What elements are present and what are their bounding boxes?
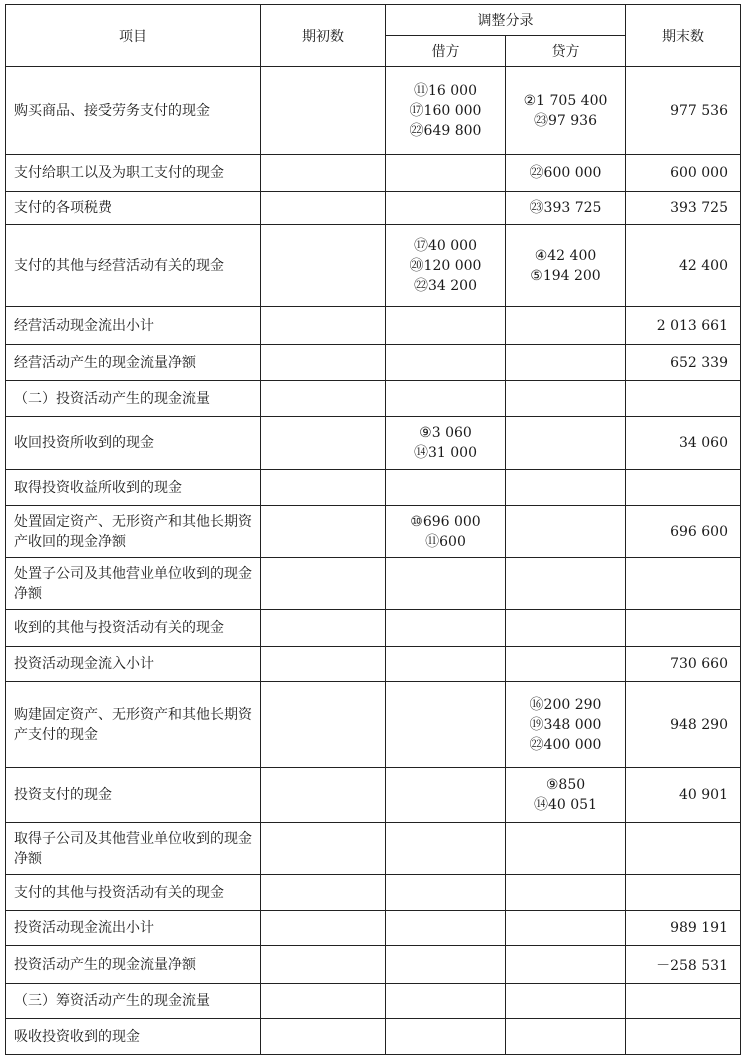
table-row [6,192,741,225]
debit-entry: ⑩696 000 [410,513,481,530]
row-item: 支付的其他与经营活动有关的现金 [6,225,261,307]
row-debit [386,875,506,911]
row-credit [506,768,626,823]
row-debit [386,911,506,946]
row-debit [386,192,506,225]
row-item: 取得子公司及其他营业单位收到的现金净额 [6,823,261,875]
row-opening [261,823,386,875]
row-opening [261,558,386,610]
cash-flow-adjustment-table [5,4,741,1055]
row-opening [261,307,386,345]
row-item: 取得投资收益所收到的现金 [6,470,261,506]
row-opening [261,768,386,823]
credit-entry: ㉒600 000 [529,165,602,181]
row-debit [386,558,506,610]
row-credit [506,417,626,470]
row-debit [386,417,506,470]
row-item: 投资活动现金流入小计 [6,647,261,682]
row-closing: 652 339 [626,345,741,381]
row-item: 支付的其他与投资活动有关的现金 [6,875,261,911]
table-row [6,307,741,345]
debit-entry: ⑨3 060 [419,425,472,441]
table-row [6,768,741,823]
header-opening: 期初数 [261,5,386,67]
table-row [6,67,741,155]
row-closing [626,558,741,610]
row-opening [261,647,386,682]
header-adjust: 调整分录 [386,5,626,36]
row-debit [386,345,506,381]
table-row [6,682,741,768]
row-closing [626,823,741,875]
header-debit: 借方 [386,36,506,67]
row-credit [506,381,626,417]
row-closing: 948 290 [626,682,741,768]
row-opening [261,225,386,307]
row-credit [506,682,626,768]
row-debit [386,67,506,155]
credit-entry: ②1 705 400 [523,92,608,109]
row-closing: －258 531 [626,946,741,984]
table-row [6,984,741,1019]
row-closing [626,1019,741,1055]
row-opening [261,1019,386,1055]
row-debit [386,946,506,984]
row-item: 收回投资所收到的现金 [6,417,261,470]
row-opening [261,984,386,1019]
row-debit [386,610,506,647]
row-debit [386,682,506,768]
row-opening [261,610,386,647]
row-closing [626,470,741,506]
row-item: （二）投资活动产生的现金流量 [6,381,261,417]
row-credit [506,946,626,984]
credit-entry: ④42 400 [534,247,597,264]
row-item: 支付的各项税费 [6,192,261,225]
row-credit [506,647,626,682]
table-row [6,225,741,307]
row-debit [386,155,506,192]
row-closing: 40 901 [626,768,741,823]
row-item: 处置子公司及其他营业单位收到的现金净额 [6,558,261,610]
debit-entry: ⑰40 000 [414,237,477,254]
row-debit [386,506,506,558]
row-credit [506,345,626,381]
row-credit [506,67,626,155]
row-closing [626,610,741,647]
row-opening [261,875,386,911]
credit-entry: ⑭40 051 [534,797,597,813]
table-row [6,345,741,381]
row-item: 经营活动现金流出小计 [6,307,261,345]
row-credit [506,875,626,911]
header-item: 项目 [6,5,261,67]
credit-entry: ㉒400 000 [529,736,602,753]
row-debit [386,225,506,307]
row-debit [386,307,506,345]
table-row [6,506,741,558]
row-credit [506,984,626,1019]
debit-entry: ⑭31 000 [414,445,477,461]
row-opening [261,506,386,558]
table-row [6,610,741,647]
row-item: 经营活动产生的现金流量净额 [6,345,261,381]
row-credit [506,225,626,307]
debit-entry: ⑰160 000 [409,102,482,119]
table-row [6,155,741,192]
row-item: 投资支付的现金 [6,768,261,823]
row-closing: 977 536 [626,67,741,155]
row-closing: 730 660 [626,647,741,682]
row-credit [506,558,626,610]
debit-entry: ⑪600 [425,533,466,550]
row-credit [506,1019,626,1055]
credit-entry: ⑲348 000 [529,716,602,733]
table-row [6,911,741,946]
table-row [6,875,741,911]
row-item: 购建固定资产、无形资产和其他长期资产支付的现金 [6,682,261,768]
row-opening [261,470,386,506]
row-credit [506,470,626,506]
credit-entry: ⑤194 200 [530,267,601,284]
row-closing: 34 060 [626,417,741,470]
row-opening [261,192,386,225]
row-closing: 600 000 [626,155,741,192]
table-row [6,946,741,984]
debit-entry: ㉒649 800 [409,122,482,139]
table-row [6,558,741,610]
credit-entry: ⑯200 290 [529,696,602,713]
header-credit: 贷方 [506,36,626,67]
row-opening [261,67,386,155]
row-item: 吸收投资收到的现金 [6,1019,261,1055]
row-item: 处置固定资产、无形资产和其他长期资产收回的现金净额 [6,506,261,558]
debit-entry: ⑳120 000 [409,257,482,274]
row-credit [506,823,626,875]
row-closing: 989 191 [626,911,741,946]
row-credit [506,911,626,946]
row-debit [386,647,506,682]
row-closing [626,381,741,417]
credit-entry: ⑨850 [545,777,586,793]
row-credit [506,192,626,225]
row-debit [386,381,506,417]
header-closing: 期末数 [626,5,741,67]
row-opening [261,946,386,984]
row-credit [506,307,626,345]
row-credit [506,506,626,558]
row-item: 购买商品、接受劳务支付的现金 [6,67,261,155]
row-opening [261,417,386,470]
row-opening [261,155,386,192]
row-debit [386,984,506,1019]
row-opening [261,345,386,381]
debit-entry: ㉒34 200 [414,277,477,294]
table-row [6,1019,741,1055]
table-row [6,381,741,417]
row-debit [386,823,506,875]
debit-entry: ⑪16 000 [414,82,477,99]
row-debit [386,470,506,506]
row-item: 收到的其他与投资活动有关的现金 [6,610,261,647]
row-closing: 2 013 661 [626,307,741,345]
row-credit [506,610,626,647]
row-opening [261,911,386,946]
table-row [6,417,741,470]
row-closing: 393 725 [626,192,741,225]
table-row [6,823,741,875]
row-item: （三）筹资活动产生的现金流量 [6,984,261,1019]
row-closing: 696 600 [626,506,741,558]
credit-entry: ㉓393 725 [529,200,602,216]
table-row [6,470,741,506]
row-item: 投资活动现金流出小计 [6,911,261,946]
row-opening [261,381,386,417]
row-opening [261,682,386,768]
row-item: 支付给职工以及为职工支付的现金 [6,155,261,192]
row-debit [386,1019,506,1055]
row-debit [386,768,506,823]
table-row [6,647,741,682]
row-credit [506,155,626,192]
row-item: 投资活动产生的现金流量净额 [6,946,261,984]
row-closing: 42 400 [626,225,741,307]
row-closing [626,875,741,911]
credit-entry: ㉓97 936 [534,112,597,129]
row-closing [626,984,741,1019]
